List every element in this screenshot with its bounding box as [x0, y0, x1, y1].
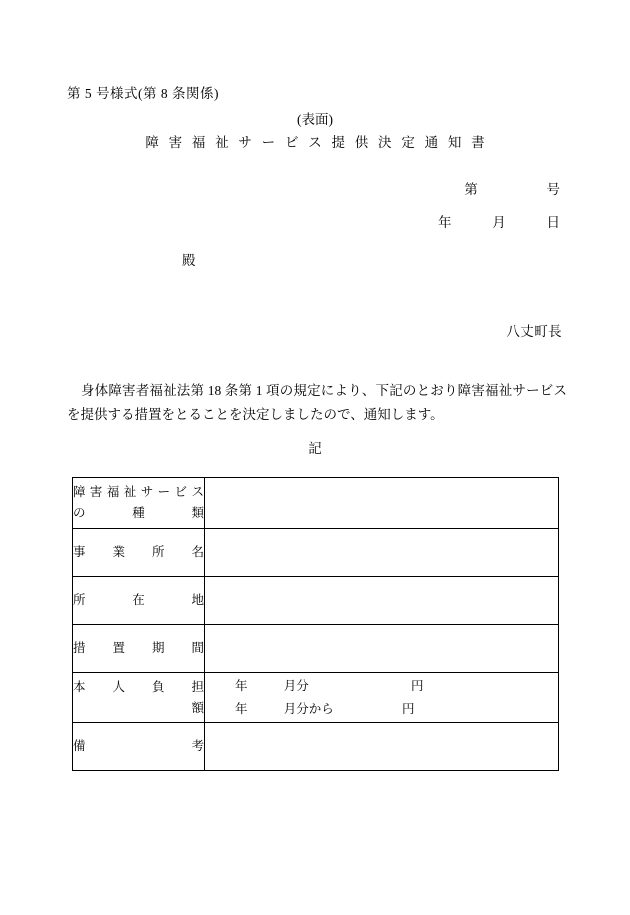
side-label: (表面): [297, 112, 333, 127]
table-row: [73, 577, 559, 625]
form-table: [72, 477, 559, 771]
table-row: [73, 478, 559, 529]
document-date-line: [0, 211, 630, 231]
row-value-location[interactable]: [205, 577, 559, 625]
number-suffix: 号: [546, 182, 560, 197]
addressee-honorific: 殿: [182, 253, 196, 268]
row-value-remarks[interactable]: [205, 723, 559, 771]
row-label-office-name: [73, 529, 205, 577]
label-line: 備 考: [73, 739, 204, 753]
document-title: 障 害 福 祉 サ ー ビ ス 提 供 決 定 通 知 書: [145, 135, 488, 150]
number-prefix: 第: [464, 182, 478, 197]
row-value-service-type[interactable]: [205, 478, 559, 529]
date-year-label: 年: [438, 215, 452, 230]
row-label-period: [73, 625, 205, 673]
table-row: [73, 529, 559, 577]
row-label-remarks: [73, 723, 205, 771]
amount-lines: [205, 675, 558, 721]
row-label-self-payment: [73, 673, 205, 723]
amount-unit-label: 円: [411, 678, 424, 693]
table-row: [73, 625, 559, 673]
amount-month-label: 月分から: [283, 701, 334, 716]
amount-year-label: 年: [235, 678, 248, 693]
row-label-service-type: [73, 478, 205, 529]
amount-year-label: 年: [235, 701, 248, 716]
amount-row: [205, 675, 558, 698]
table-row: [73, 723, 559, 771]
date-day-label: 日: [546, 215, 560, 230]
label-line: の 種 類: [73, 506, 204, 520]
amount-unit-label: 円: [402, 701, 415, 716]
label-line: 本 人 負 担 額: [73, 679, 204, 715]
form-number: 第 5 号様式(第 8 条関係): [67, 86, 219, 101]
row-label-location: [73, 577, 205, 625]
amount-month-label: 月分: [283, 678, 309, 693]
row-value-office-name[interactable]: [205, 529, 559, 577]
label-line: 事 業 所 名: [73, 545, 204, 559]
label-line: 措 置 期 間: [73, 641, 204, 655]
amount-row: [205, 698, 558, 721]
document-number-line: [0, 178, 630, 198]
issuer-name: 八丈町長: [506, 324, 562, 339]
body-paragraph: 身体障害者福祉法第 18 条第 1 項の規定により、下記のとおり障害福祉サービスを提供する措置をとることを決定しましたので、通知します。: [67, 383, 567, 422]
label-line: 所 在 地: [73, 593, 204, 607]
date-month-label: 月: [492, 215, 506, 230]
label-line: 障 害 福 祉 サ ー ビ ス: [73, 485, 204, 499]
ki-marker: 記: [308, 441, 322, 456]
row-value-self-payment[interactable]: [205, 673, 559, 723]
row-value-period[interactable]: [205, 625, 559, 673]
table-row: [73, 673, 559, 723]
